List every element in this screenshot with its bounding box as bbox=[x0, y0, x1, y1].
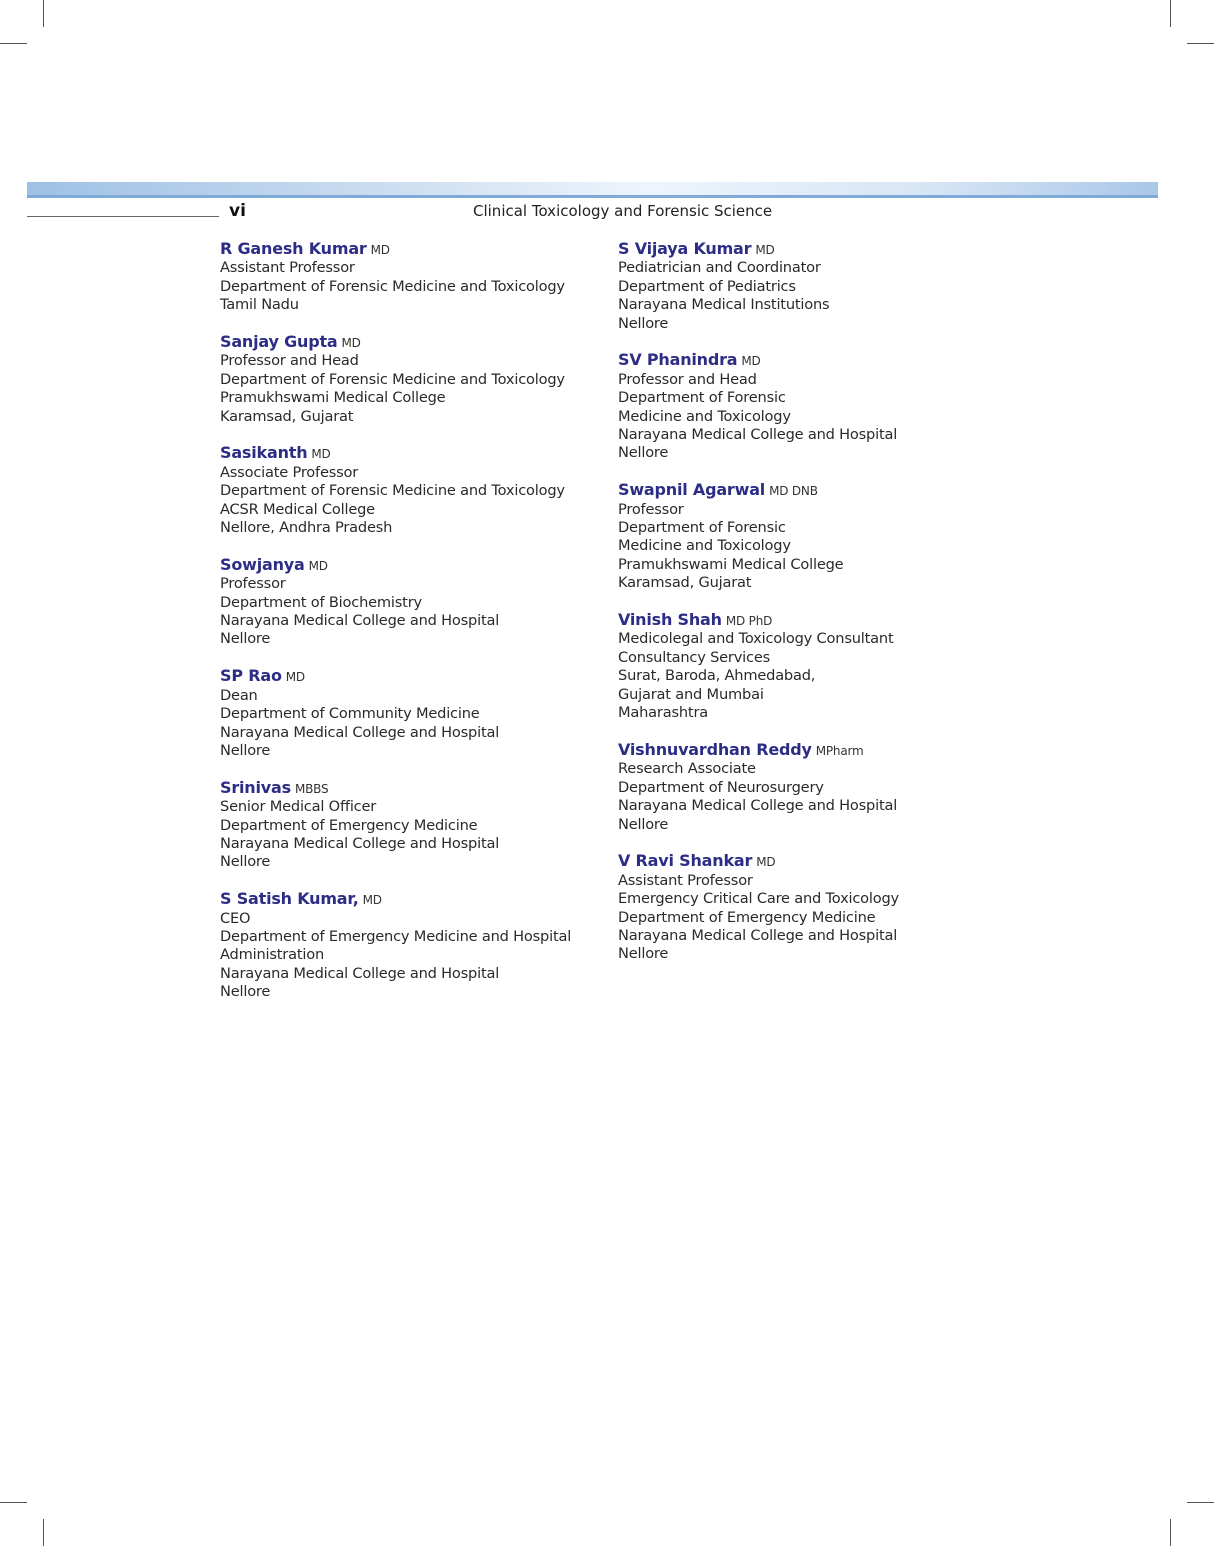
affiliation-line: Assistant Professor bbox=[618, 871, 753, 889]
affiliation-line: Narayana Medical College and Hospital bbox=[220, 834, 500, 852]
contributor-degree: MD bbox=[756, 855, 776, 870]
affiliation-line: Narayana Medical College and Hospital bbox=[220, 964, 500, 982]
contributor-entry bbox=[618, 741, 998, 834]
affiliation-line: Nellore bbox=[220, 983, 271, 1001]
affiliation-line: Department of Forensic bbox=[618, 389, 786, 407]
affiliation-line: Professor and Head bbox=[618, 370, 757, 388]
contributor-name-line bbox=[618, 481, 998, 500]
contributor-name: V Ravi Shankar bbox=[618, 851, 753, 871]
contributor-name: SV Phanindra bbox=[618, 350, 738, 370]
contributor-entry bbox=[220, 444, 600, 537]
contributor-degree: MD bbox=[341, 336, 361, 351]
affiliation-line: Senior Medical Officer bbox=[220, 798, 377, 816]
header-underline bbox=[27, 195, 1158, 198]
contributor-name-line bbox=[618, 351, 998, 370]
contributor-name: Vishnuvardhan Reddy bbox=[618, 739, 812, 759]
affiliation-line: Nellore bbox=[618, 444, 669, 462]
affiliation-line: Narayana Medical Institutions bbox=[618, 296, 830, 314]
affiliation-line: Professor and Head bbox=[220, 352, 359, 370]
contributor-entry bbox=[220, 333, 600, 426]
affiliation-line: Medicine and Toxicology bbox=[618, 537, 791, 555]
contributor-name: Sasikanth bbox=[220, 443, 308, 463]
affiliation-line: Pramukhswami Medical College bbox=[220, 389, 446, 407]
affiliation-line: Nellore bbox=[618, 945, 669, 963]
contributor-entry bbox=[220, 779, 600, 872]
contributor-name: Vinish Shah bbox=[618, 610, 722, 630]
crop-mark bbox=[1170, 0, 1171, 27]
header-gradient-bar bbox=[27, 182, 1158, 195]
page-number: vi bbox=[229, 201, 246, 221]
contributor-name-line bbox=[220, 333, 600, 352]
affiliation-line: Nellore bbox=[220, 630, 271, 648]
affiliation-line: Department of Forensic Medicine and Toxicology bbox=[220, 482, 565, 500]
affiliation-line: Department of Pediatrics bbox=[618, 277, 796, 295]
contributor-name-line bbox=[618, 852, 998, 871]
affiliation-line: Nellore, Andhra Pradesh bbox=[220, 519, 393, 537]
crop-mark bbox=[0, 1502, 27, 1503]
affiliation-line: Administration bbox=[220, 946, 324, 964]
contributor-entry bbox=[618, 240, 998, 333]
affiliation-line: ACSR Medical College bbox=[220, 500, 375, 518]
contributor-entry bbox=[618, 481, 998, 592]
affiliation-line: Department of Emergency Medicine bbox=[618, 908, 876, 926]
contributor-degree: MD bbox=[308, 558, 328, 573]
affiliation-line: Medicolegal and Toxicology Consultant bbox=[618, 630, 894, 648]
affiliation-line: Department of Emergency Medicine bbox=[220, 816, 478, 834]
affiliation-line: Professor bbox=[220, 575, 286, 593]
contributor-name-line bbox=[618, 611, 998, 630]
contributor-degree: MD PhD bbox=[725, 614, 773, 629]
affiliation-line: Pramukhswami Medical College bbox=[618, 555, 844, 573]
affiliation-line: Assistant Professor bbox=[220, 259, 355, 277]
contributor-degree: MD bbox=[741, 354, 761, 369]
affiliation-line: Consultancy Services bbox=[618, 648, 771, 666]
affiliation-line: Narayana Medical College and Hospital bbox=[220, 612, 500, 630]
affiliation-line: Gujarat and Mumbai bbox=[618, 685, 764, 703]
contributor-name: S Vijaya Kumar bbox=[618, 239, 752, 258]
affiliation-line: Narayana Medical College and Hospital bbox=[618, 426, 898, 444]
running-title: Clinical Toxicology and Forensic Science bbox=[473, 202, 773, 220]
contributor-name-line bbox=[220, 240, 600, 259]
contributor-degree: MD bbox=[755, 243, 775, 257]
contributor-degree: MD bbox=[362, 893, 382, 908]
affiliation-line: Department of Forensic bbox=[618, 519, 786, 537]
affiliation-line: Surat, Baroda, Ahmedabad, bbox=[618, 667, 816, 685]
contributor-degree: MD bbox=[285, 670, 305, 685]
affiliation-line: Department of Forensic Medicine and Toxicology bbox=[220, 370, 565, 388]
contributor-degree: MBBS bbox=[294, 781, 329, 796]
affiliation-line: Emergency Critical Care and Toxicology bbox=[618, 890, 899, 908]
crop-mark bbox=[1170, 1519, 1171, 1546]
contributor-name-line bbox=[220, 444, 600, 463]
contributor-name-line bbox=[618, 741, 998, 760]
affiliation-line: Narayana Medical College and Hospital bbox=[618, 926, 898, 944]
contributor-name: Sanjay Gupta bbox=[220, 332, 338, 352]
contributor-name: Sowjanya bbox=[220, 554, 305, 574]
contributor-entry bbox=[220, 240, 600, 315]
affiliation-line: Karamsad, Gujarat bbox=[618, 574, 752, 592]
contributor-degree: MD bbox=[311, 447, 331, 462]
affiliation-line: Dean bbox=[220, 686, 258, 704]
contributor-name-line bbox=[220, 667, 600, 686]
crop-mark bbox=[1187, 43, 1214, 44]
affiliation-line: Associate Professor bbox=[220, 463, 359, 481]
crop-mark bbox=[43, 0, 44, 27]
crop-mark bbox=[43, 1519, 44, 1546]
contributor-name-line bbox=[220, 556, 600, 575]
contributor-name-line bbox=[220, 890, 600, 909]
crop-mark bbox=[0, 43, 27, 44]
contributor-degree: MPharm bbox=[815, 743, 864, 758]
affiliation-line: Nellore bbox=[220, 741, 271, 759]
affiliation-line: Nellore bbox=[220, 853, 271, 871]
affiliation-line: Medicine and Toxicology bbox=[618, 407, 791, 425]
contributor-degree: MD DNB bbox=[769, 484, 818, 499]
contributor-entry bbox=[220, 890, 600, 1001]
affiliation-line: Professor bbox=[618, 500, 684, 518]
contributors-left-column bbox=[220, 240, 600, 1002]
contributor-name-line bbox=[618, 240, 998, 259]
header-rule bbox=[27, 216, 219, 217]
affiliation-line: Department of Neurosurgery bbox=[618, 778, 824, 796]
affiliation-line: CEO bbox=[220, 909, 251, 927]
affiliation-line: Nellore bbox=[618, 815, 669, 833]
affiliation-line: Karamsad, Gujarat bbox=[220, 407, 354, 425]
affiliation-line: Department of Biochemistry bbox=[220, 593, 422, 611]
contributor-name-line bbox=[220, 779, 600, 798]
contributor-entry bbox=[618, 852, 998, 963]
contributor-entry bbox=[220, 667, 600, 760]
contributor-entry bbox=[618, 351, 998, 462]
affiliation-line: Maharashtra bbox=[618, 704, 708, 722]
contributor-name: R Ganesh Kumar bbox=[220, 239, 367, 258]
affiliation-line: Narayana Medical College and Hospital bbox=[618, 797, 898, 815]
contributor-entry bbox=[220, 556, 600, 649]
affiliation-line: Pediatrician and Coordinator bbox=[618, 259, 821, 277]
affiliation-line: Department of Community Medicine bbox=[220, 705, 480, 723]
affiliation-line: Narayana Medical College and Hospital bbox=[220, 723, 500, 741]
contributors-right-column bbox=[618, 240, 998, 964]
affiliation-line: Research Associate bbox=[618, 760, 756, 778]
contributor-name: Srinivas bbox=[220, 777, 291, 797]
crop-mark bbox=[1187, 1502, 1214, 1503]
contributor-entry bbox=[618, 611, 998, 722]
contributor-degree: MD bbox=[370, 243, 390, 257]
affiliation-line: Nellore bbox=[618, 314, 669, 332]
affiliation-line: Tamil Nadu bbox=[220, 296, 299, 314]
contributor-name: S Satish Kumar, bbox=[220, 889, 359, 909]
contributor-name: SP Rao bbox=[220, 666, 282, 686]
affiliation-line: Department of Forensic Medicine and Toxicology bbox=[220, 277, 565, 295]
affiliation-line: Department of Emergency Medicine and Hospital bbox=[220, 927, 572, 945]
contributor-name: Swapnil Agarwal bbox=[618, 480, 766, 500]
